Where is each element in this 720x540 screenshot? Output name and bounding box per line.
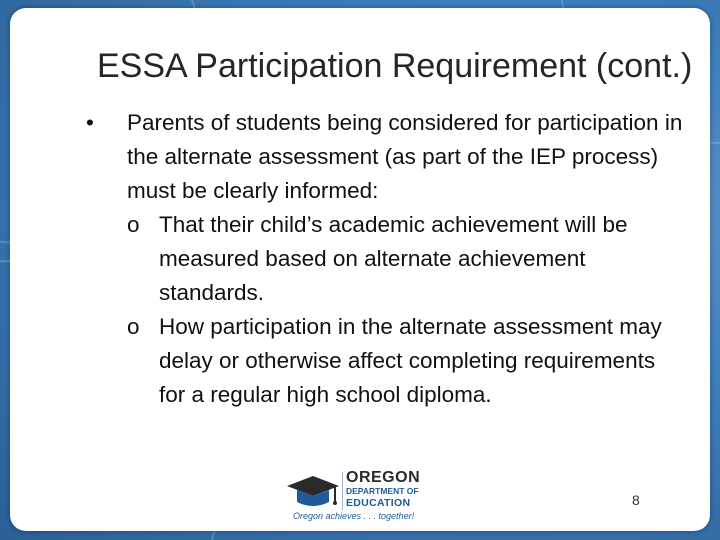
logo-line2: EDUCATION xyxy=(346,497,411,509)
slide-title: ESSA Participation Requirement (cont.) xyxy=(97,47,693,85)
slide-body xyxy=(86,106,686,412)
graduation-cap-icon xyxy=(283,472,341,512)
sub-bullet-text: That their child’s academic achievement will be measured based on alternate achievement standards. xyxy=(159,212,628,305)
logo-divider xyxy=(342,472,343,510)
page-number: 8 xyxy=(632,492,640,508)
bullet-text: Parents of students being considered for participation in the alternate assessment (as part of the IEP process) must be clearly informed: xyxy=(127,110,683,203)
logo-tagline: Oregon achieves . . . together! xyxy=(293,511,415,521)
sub-bullet-item xyxy=(127,310,686,412)
sub-bullet-text: How participation in the alternate assessment may delay or otherwise affect completing requirements for a regular high school diploma. xyxy=(159,314,662,407)
sub-bullet-mark: o xyxy=(127,314,140,339)
oregon-department-of-education-logo xyxy=(283,470,423,524)
logo-line1: DEPARTMENT OF xyxy=(346,486,419,496)
logo-name: OREGON xyxy=(346,469,421,486)
bullet-item xyxy=(86,106,686,208)
bullet-mark: • xyxy=(86,110,94,135)
sub-bullet-item xyxy=(127,208,686,310)
sub-bullet-mark: o xyxy=(127,212,140,237)
